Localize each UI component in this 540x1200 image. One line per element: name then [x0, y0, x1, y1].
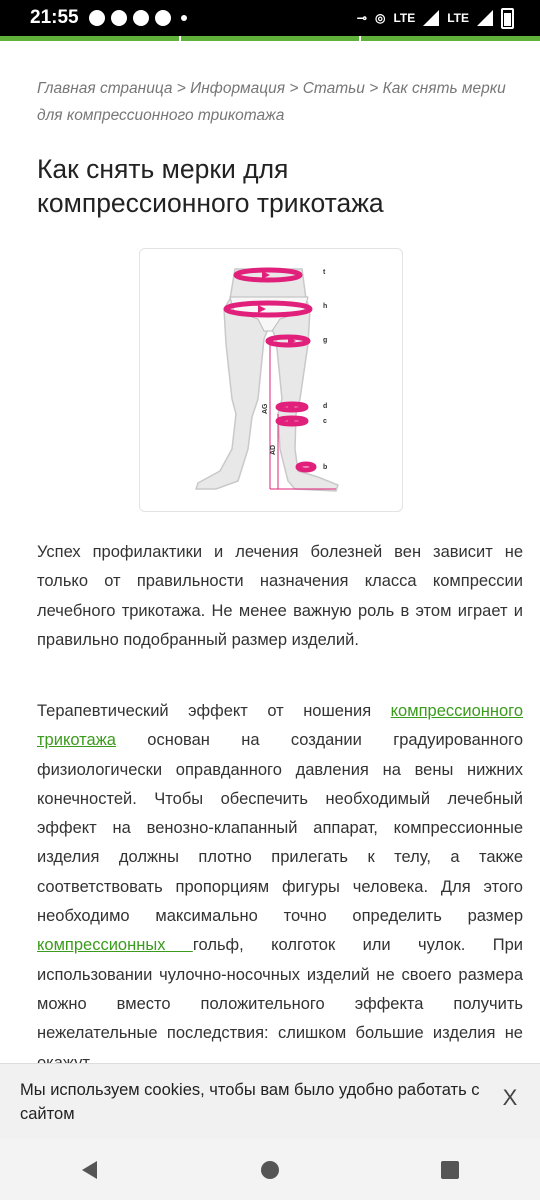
message-icon [133, 10, 149, 26]
paragraph-text: гольф, колготок или чулок. При использовании чулочно-носочных изделий не своего размера можно вместо положительного эффекта получить нежелательные последствия: слишком большие изделия не [37, 936, 523, 1043]
back-button[interactable] [60, 1150, 120, 1190]
label-ag: AG [262, 403, 269, 414]
system-navigation-bar [0, 1139, 540, 1200]
back-triangle-icon [79, 1159, 101, 1181]
label-ad: AD [270, 444, 277, 455]
paragraph-text: основан на создании градуированного физиологически оправданного давления на вены нижних конечностей. Чтобы обеспечить необходимый лечебный эффект на венозно-клапанный аппарат, компрессионные изделия должны плотно прилегать к телу, а также соответствовать пропорциям фигуры человека. Для этого необходимо максимально точно определить размер [37, 731, 523, 926]
status-time: 21:55 [30, 7, 79, 28]
home-button[interactable] [240, 1150, 300, 1190]
breadcrumb-info[interactable]: Информация [190, 80, 285, 97]
chat-icon [111, 10, 127, 26]
hotspot-icon: ◎ [374, 11, 386, 25]
network-label-1: LTE [393, 11, 416, 25]
key-icon: ⊸ [356, 11, 367, 25]
tape-b [298, 464, 314, 470]
measurement-figure [139, 248, 403, 512]
label-g: g [323, 337, 328, 344]
page-title: Как снять мерки для компрессионного трикотажа [37, 154, 384, 218]
label-t: t [323, 269, 326, 276]
breadcrumb-separator: > [369, 80, 379, 97]
recents-button[interactable] [420, 1150, 480, 1190]
more-notifications-icon [181, 15, 187, 21]
breadcrumb-current: Как снять мерки для компрессионного трикотажа [37, 80, 506, 124]
label-c: c [323, 418, 327, 425]
label-d: d [323, 403, 328, 410]
compression-knitwear-link[interactable]: компрессионного трикотажа [37, 702, 523, 750]
label-h: h [323, 303, 328, 310]
leg-measurement-diagram [140, 249, 402, 511]
tiktok-icon [155, 10, 171, 26]
signal-icon-1 [423, 10, 439, 26]
breadcrumb [37, 75, 517, 129]
breadcrumb-separator: > [176, 80, 186, 97]
cookie-close-button[interactable]: X [502, 1085, 518, 1110]
paragraph-text: Терапевтический эффект от ношения [37, 702, 391, 720]
compression-products-link[interactable]: компрессионных [37, 936, 193, 955]
signal-icon-2 [477, 10, 493, 26]
battery-icon [501, 8, 514, 29]
article-paragraph-2 [37, 697, 523, 1078]
breadcrumb-articles[interactable]: Статьи [302, 80, 365, 97]
article-paragraph-1: Успех профилактики и лечения болезней вен зависит не только от правильности назначения класса компрессии лечебного трикотажа. Не менее важную роль в этом играет и правильно подобранный размер изделий. [37, 543, 523, 649]
whatsapp-icon [89, 10, 105, 26]
recents-square-icon [439, 1159, 461, 1181]
system-icons [357, 0, 514, 36]
notification-icons [89, 10, 187, 26]
status-bar [0, 0, 540, 36]
home-circle-icon [259, 1159, 281, 1181]
cookie-text: Мы используем cookies, чтобы вам было удобно работать с сайтом [20, 1081, 480, 1123]
cookie-banner [0, 1063, 540, 1140]
network-label-2: LTE [447, 11, 469, 25]
breadcrumb-separator: > [289, 80, 299, 97]
label-b: b [323, 464, 328, 471]
breadcrumb-home[interactable]: Главная страница [37, 80, 173, 97]
site-header-bar [0, 36, 540, 41]
